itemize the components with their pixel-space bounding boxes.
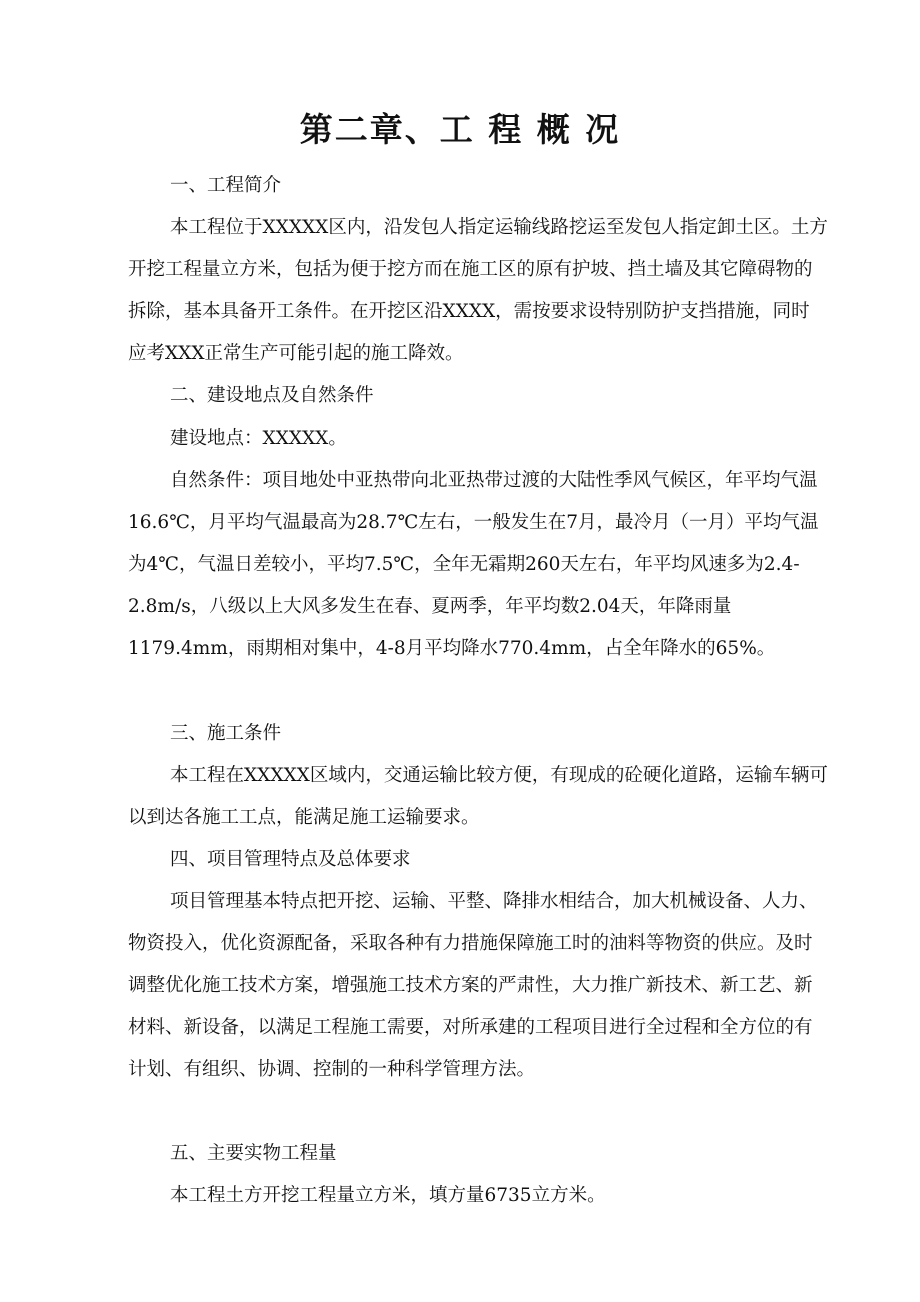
paragraph-construction-conditions: 本工程在XXXXX区域内，交通运输比较方便，有现成的砼硬化道路，运输车辆可以到达各施工工点，能满足施工运输要求。: [128, 765, 828, 828]
section-heading-5: 五、主要实物工程量: [170, 1143, 337, 1164]
paragraph-project-intro: 本工程位于XXXXX区内，沿发包人指定运输线路挖运至发包人指定卸土区。土方开挖工程量立方米，包括为便于挖方而在施工区的原有护坡、挡土墙及其它障碍物的拆除，基本具备开工条件。在开挖区沿XXXX，需按要求设特别防护支挡措施，同时应考XXX正常生产可能引起的施工降效。: [128, 217, 828, 364]
section-heading-2: 二、建设地点及自然条件: [170, 385, 374, 406]
section-heading-4: 四、项目管理特点及总体要求: [170, 849, 411, 870]
paragraph-management: 项目管理基本特点把开挖、运输、平整、降排水相结合，加大机械设备、人力、物资投入，优化资源配备，采取各种有力措施保障施工时的油料等物资的供应。及时调整优化施工技术方案，增强施工技术方案的严肃性，大力推广新技术、新工艺、新材料、新设备，以满足工程施工需要，对所承建的工程项目进行全过程和全方位的有计划、有组织、协调、控制的一种科学管理方法。: [128, 891, 818, 1080]
paragraph-natural-conditions: 自然条件：项目地处中亚热带向北亚热带过渡的大陆性季风气候区，年平均气温16.6℃，月平均气温最高为28.7℃左右，一般发生在7月，最冷月（一月）平均气温为4℃，气温日差较小，平均7.5℃，全年无霜期260天左右，年平均风速多为2.4-2.8m/s，八级以上大风多发生在春、夏两季，年平均数2.04天，年降雨量1179.4mm，雨期相对集中，4-8月平均降水770.4mm，占全年降水的65%。: [128, 470, 819, 659]
paragraph-location: 建设地点：XXXXX。: [170, 428, 347, 449]
section-heading-3: 三、施工条件: [170, 723, 282, 744]
paragraph-quantities: 本工程土方开挖工程量立方米，填方量6735立方米。: [170, 1185, 606, 1206]
page-title: 第二章、工 程 概 况: [299, 110, 621, 149]
section-heading-1: 一、工程简介: [170, 175, 282, 196]
